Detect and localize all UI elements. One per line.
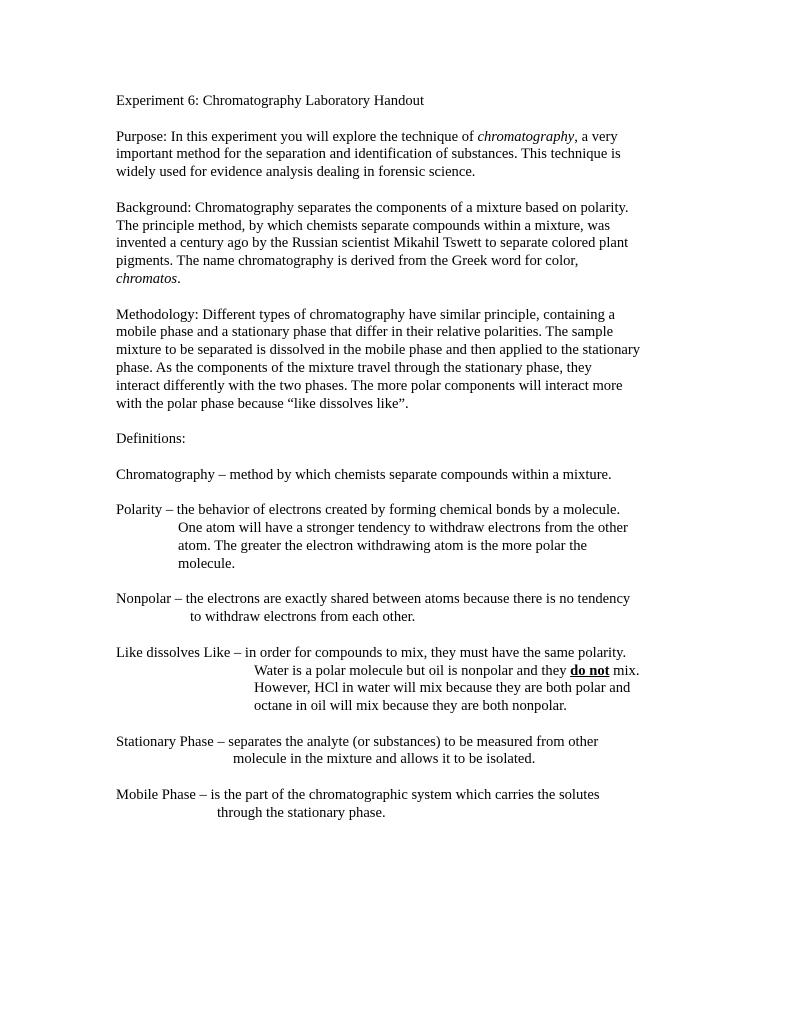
document-title: Experiment 6: Chromatography Laboratory Handout — [116, 93, 425, 109]
definitions-heading: Definitions: — [116, 431, 186, 448]
background-line: Background: Chromatography separates the components of a mixture based on polarity. — [116, 199, 629, 216]
definition-like-dissolves-like — [116, 645, 676, 716]
definition-stationary-phase — [116, 734, 676, 770]
methodology-line: Methodology: Different types of chromatography have similar principle, containing a — [116, 306, 616, 323]
definition-line: Polarity – the behavior of electrons created by forming chemical bonds by a molecule. — [116, 502, 621, 519]
definition-nonpolar — [116, 591, 676, 627]
background-line: invented a century ago by the Russian scientist Mikahil Tswett to separate colored plant — [116, 235, 629, 252]
definition-line: Mobile Phase – is the part of the chromatographic system which carries the solutes — [116, 787, 600, 804]
purpose-line — [116, 129, 676, 147]
methodology-line: with the polar phase because “like dissolves like”. — [116, 395, 409, 412]
definition-line: Like dissolves Like – in order for compounds to mix, they must have the same polarity. — [116, 644, 627, 661]
definition-line: through the stationary phase. — [217, 804, 386, 821]
background-line — [116, 271, 676, 289]
definition-line: However, HCl in water will mix because they are both polar and — [254, 680, 631, 697]
methodology-line: mobile phase and a stationary phase that differ in their relative polarities. The sample — [116, 324, 614, 341]
chromatography-emphasis: chromatography — [477, 128, 575, 145]
purpose-line: important method for the separation and identification of substances. This technique is — [116, 146, 621, 163]
definition-text: mix. — [609, 662, 640, 679]
definition-line: One atom will have a stronger tendency to withdraw electrons from the other — [178, 520, 628, 537]
methodology-paragraph — [116, 307, 676, 414]
purpose-text: Purpose: In this experiment you will explore the technique of — [116, 128, 478, 145]
purpose-text: , a very — [574, 128, 618, 145]
definition-polarity — [116, 502, 676, 573]
methodology-line: interact differently with the two phases. The more polar components will interact more — [116, 377, 623, 394]
definition-line: Nonpolar – the electrons are exactly shared between atoms because there is no tendency — [116, 591, 631, 608]
purpose-paragraph — [116, 129, 676, 182]
do-not-emphasis: do not — [570, 662, 610, 679]
definition-mobile-phase — [116, 787, 676, 823]
definition-line: Stationary Phase – separates the analyte (or substances) to be measured from other — [116, 733, 599, 750]
chromatos-emphasis: chromatos — [116, 270, 178, 287]
definition-line: atom. The greater the electron withdrawing atom is the more polar the — [178, 537, 588, 554]
definition-line: to withdraw electrons from each other. — [190, 609, 416, 626]
background-paragraph — [116, 200, 676, 289]
definition-line — [116, 663, 676, 681]
definition-line: octane in oil will mix because they are both nonpolar. — [254, 698, 567, 715]
background-line: pigments. The name chromatography is derived from the Greek word for color, — [116, 253, 579, 270]
definition-line: molecule in the mixture and allows it to be isolated. — [233, 751, 536, 768]
definition-text: Water is a polar molecule but oil is nonpolar and they — [254, 662, 571, 679]
background-text: . — [177, 270, 181, 287]
methodology-line: phase. As the components of the mixture travel through the stationary phase, they — [116, 359, 592, 376]
methodology-line: mixture to be separated is dissolved in the mobile phase and then applied to the stationary — [116, 342, 641, 359]
purpose-line: widely used for evidence analysis dealing in forensic science. — [116, 164, 476, 181]
document-page — [116, 93, 676, 823]
definition-line: molecule. — [178, 555, 236, 572]
definition-chromatography: Chromatography – method by which chemists separate compounds within a mixture. — [116, 466, 612, 483]
background-line: The principle method, by which chemists separate compounds within a mixture, was — [116, 217, 611, 234]
